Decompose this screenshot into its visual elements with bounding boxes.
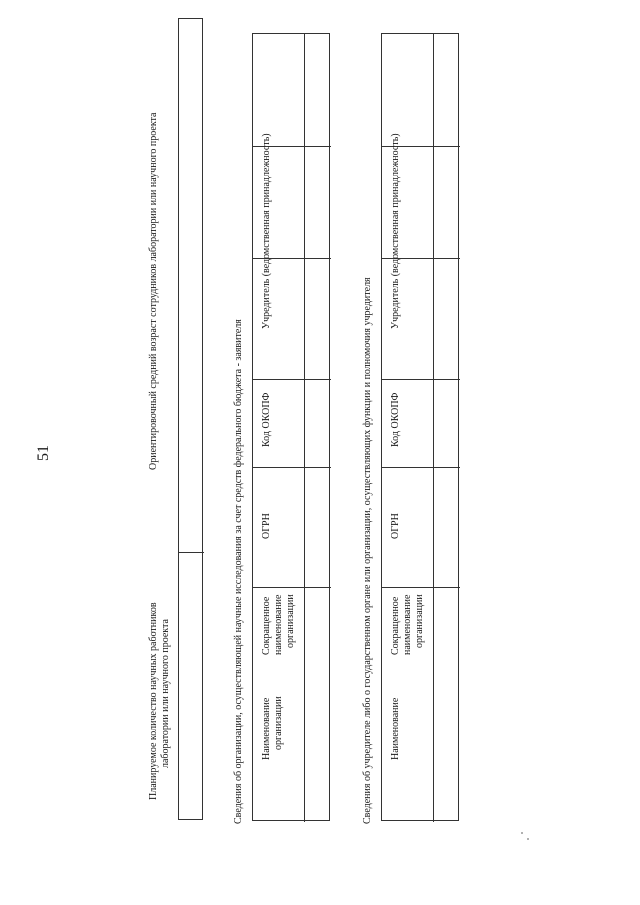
org-col-founder: Учредитель (ведомственная принадлежность) [261, 133, 272, 329]
org-col-divider-5 [253, 587, 331, 588]
org-col-divider-3 [253, 379, 331, 380]
founder-col-divider-4 [382, 467, 460, 468]
average-age-label: Ориентировочный средний возраст сотрудников лаборатории или научного проекта [148, 112, 159, 470]
founder-col-founder: Учредитель (ведомственная принадлежность) [390, 133, 401, 329]
founder-col-name: Наименование [390, 697, 401, 760]
org-col-short-name-line2: наименование [273, 594, 284, 655]
scan-speck [527, 838, 529, 840]
org-col-short-name-line3: организации [285, 594, 296, 648]
org-col-ogrn: ОГРН [261, 513, 272, 539]
organization-section-title: Сведения об организации, осуществляющей научные исследования за счет средств федерального бюджета - заявителя [233, 319, 244, 824]
founder-col-divider-5 [382, 587, 460, 588]
org-col-short-name-line1: Сокращенное [261, 596, 272, 655]
founder-section-title: Сведения об учредителе либо о государственном органе или организации, осуществляющих функции и полномочия учредителя [362, 277, 373, 824]
header-table-divider [179, 552, 204, 553]
planned-staff-label-line2: лаборатории или научного проекта [160, 619, 171, 768]
founder-col-okopf: Код ОКОПФ [390, 392, 401, 447]
average-age-value-cell[interactable] [190, 30, 202, 530]
founder-col-short-name-line3: организации [414, 594, 425, 648]
founder-col-divider-3 [382, 379, 460, 380]
page-number: 51 [35, 445, 52, 461]
founder-table-row-divider [433, 34, 434, 822]
organization-table-row-divider [304, 34, 305, 822]
founder-col-ogrn: ОГРН [390, 513, 401, 539]
planned-staff-label-line1: Планируемое количество научных работников [148, 602, 159, 800]
founder-col-short-name-line1: Сокращенное [390, 596, 401, 655]
org-col-name-line2: организации [273, 696, 284, 750]
org-col-okopf: Код ОКОПФ [261, 392, 272, 447]
founder-col-short-name-line2: наименование [402, 594, 413, 655]
planned-staff-value-cell[interactable] [190, 560, 202, 800]
org-col-divider-4 [253, 467, 331, 468]
org-col-name-line1: Наименование [261, 697, 272, 760]
scan-speck [521, 832, 523, 834]
